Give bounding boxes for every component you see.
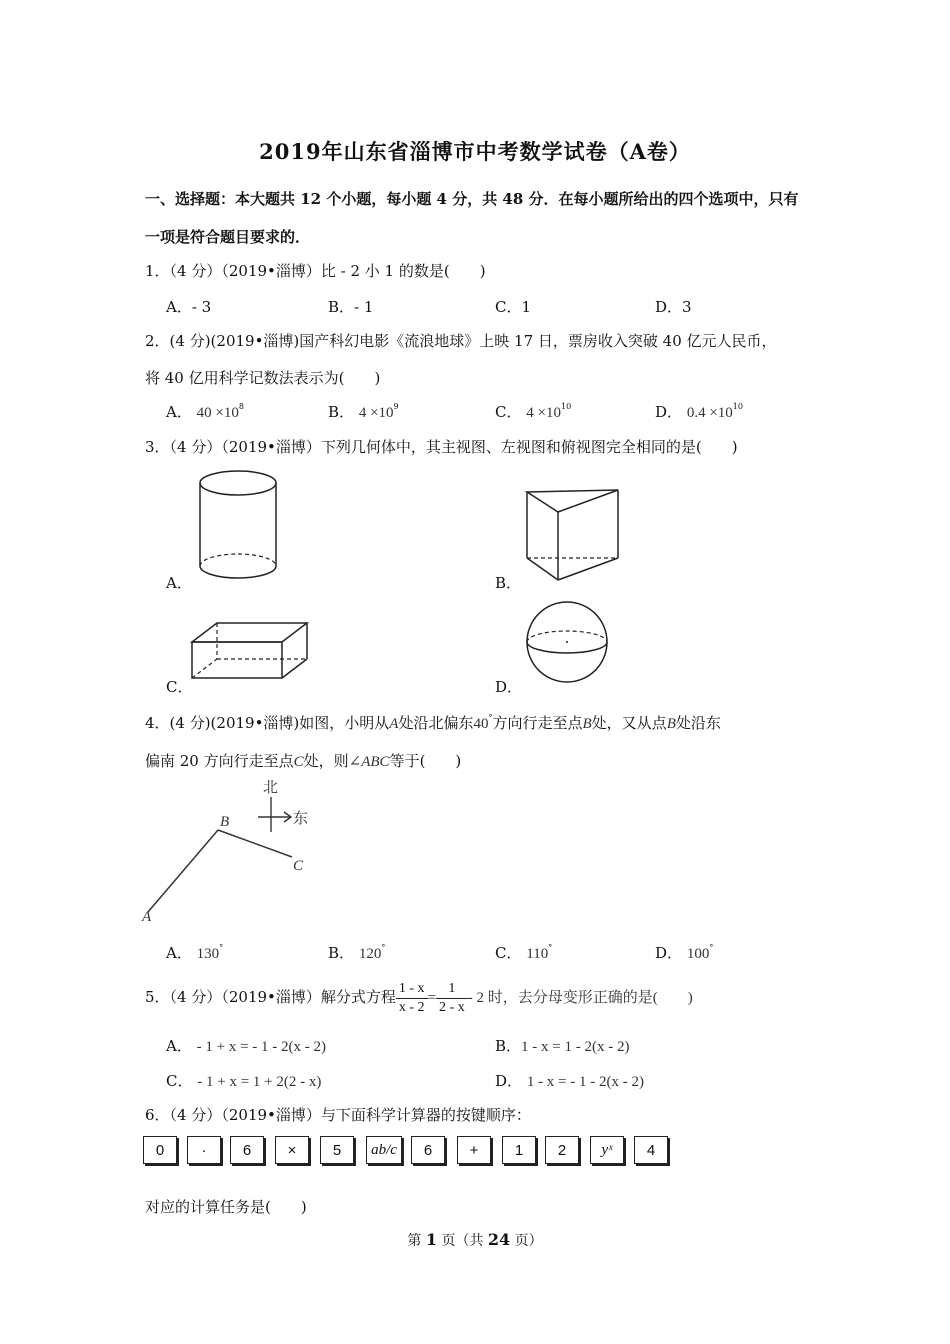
fraction-left: $\frac{1 - x}{x - 2}$ [396,980,428,1017]
fig-point-b: B [220,814,230,830]
calc-key-plus: + [457,1136,491,1164]
q3-label-d: D． [495,678,523,696]
section-heading-line2: 一项是符合题目要求的． [145,228,311,246]
calc-key-power: yˣ [590,1136,624,1164]
q5-stem: 5．（4 分）（2019•淄博）解分式方程 $\frac{1 - x}{x - 2}$ = $\frac{1}{2 - x}$ - 2 时，去分母变形正确的是( ) [145,980,693,1015]
q5-option-c: C． - 1 + x = 1 + 2(2 - x) [166,1072,322,1090]
q1-option-a: A．- 3 [166,298,212,316]
total-pages: 24 [487,1230,511,1249]
q2-option-b: B． $4 \times 10^9$ [328,402,399,421]
cylinder-figure [195,468,285,583]
rectangular-box-figure [190,620,315,682]
q4-option-b: B． 120° [328,943,386,962]
calc-key-0: 0 [143,1136,177,1164]
current-page: 1 [425,1230,437,1249]
triangular-prism-figure [523,486,623,586]
calc-key-1: 1 [502,1136,536,1164]
fig-east-label: 东 [293,809,309,827]
q4-option-c: C． 110° [495,943,553,962]
fraction-right: $\frac{1}{2 - x}$ [436,980,468,1017]
q5-option-a: A． - 1 + x = - 1 - 2(x - 2) [166,1037,327,1055]
calc-key-6: 6 [230,1136,264,1164]
q5-option-b: B．1 - x = 1 - 2(x - 2) [495,1037,630,1055]
calc-key-6b: 6 [411,1136,445,1164]
page-title: 2019年山东省淄博市中考数学试卷（A卷） [259,139,691,164]
q2-option-d: D． $0.4 \times 10^{10}$ [655,402,743,421]
page-footer: 第 1 页（共 24 页） [407,1230,543,1249]
q2-stem-line1: 2．(4 分)(2019•淄博)国产科幻电影《流浪地球》上映 17 日，票房收入突破 40 亿元人民币， [145,332,777,350]
q6-stem: 6．（4 分）（2019•淄博）与下面科学计算器的按键顺序： [145,1106,531,1124]
direction-figure [140,775,325,925]
fig-north-label: 北 [263,778,279,796]
q3-label-b: B． [495,574,522,592]
q6-after-text: 对应的计算任务是( ) [145,1198,307,1216]
fig-point-c: C [293,858,304,874]
q1-option-d: D．3 [655,298,692,316]
calc-key-multiply: × [275,1136,309,1164]
calc-key-5: 5 [320,1136,354,1164]
q3-label-c: C． [166,678,193,696]
q1-option-b: B．- 1 [328,298,374,316]
q1-stem: 1．（4 分）（2019•淄博）比 - 2 小 1 的数是( ) [145,262,486,280]
q3-label-a: A． [166,574,192,592]
calc-key-2: 2 [545,1136,579,1164]
q4-option-a: A． 130° [166,943,224,962]
q4-stem-line1: 4．(4 分)(2019•淄博)如图，小明从A处沿北偏东40°方向行走至点B处，又从点B处沿东 [145,713,721,732]
calc-key-fraction: ab/c [366,1136,402,1164]
sphere-figure [525,600,610,685]
calc-key-decimal: · [187,1136,221,1164]
q4-stem-line2: 偏南 20 方向行走至点C处，则∠ABC等于( ) [145,752,462,770]
q4-option-d: D． 100° [655,943,714,962]
q2-option-c: C． $4 \times 10^{10}$ [495,402,572,421]
section-heading-line1: 一、选择题：本大题共 12 个小题，每小题 4 分，共 48 分．在每小题所给出的四个选项中，只有 [145,190,799,208]
q2-option-a: A． $40 \times 10^8$ [166,402,244,421]
fig-point-a: A [142,909,152,925]
q2-stem-line2: 将 40 亿用科学记数法表示为( ) [145,369,381,387]
q5-option-d: D． 1 - x = - 1 - 2(x - 2) [495,1072,644,1090]
q3-stem: 3．（4 分）（2019•淄博）下列几何体中，其主视图、左视图和俯视图完全相同的是( ) [145,438,738,456]
q1-option-c: C．1 [495,298,532,316]
calc-key-4: 4 [634,1136,668,1164]
